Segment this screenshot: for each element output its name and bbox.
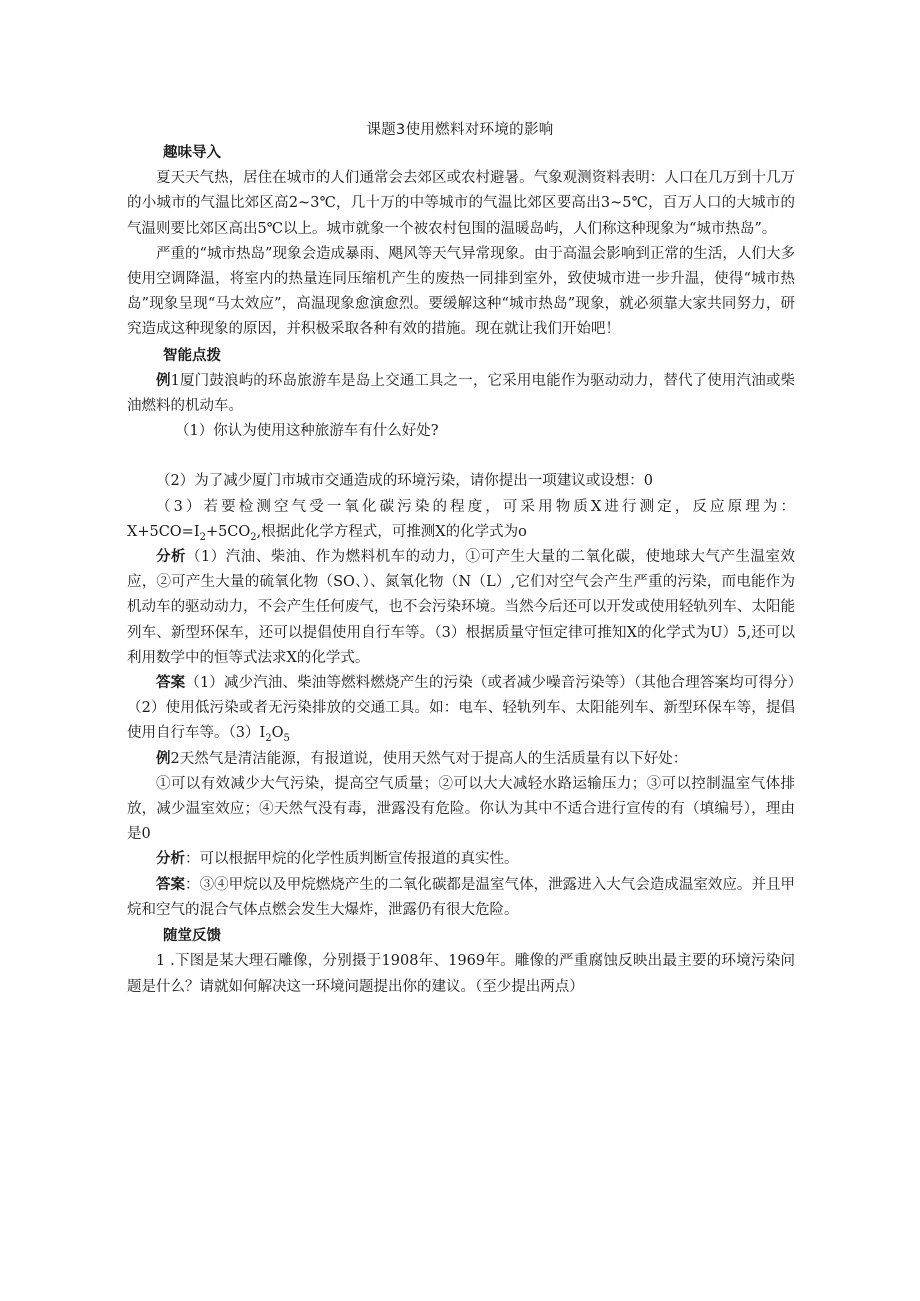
question-3-sub-1: 2 [199, 531, 206, 543]
section-heading-intro: 趣味导入 [163, 145, 221, 161]
question-3-sub-2: 2 [250, 531, 257, 543]
question-1: （1）你认为使用这种旅游车有什么好处? [175, 423, 439, 440]
section-heading-tips: 智能点拨 [163, 347, 221, 364]
answer-1-text-a: （1）减少汽油、柴油等燃料燃烧产生的污染（或者减少噪音污染等）（其他合理答案均可得分）（2）使用低污染或者无污染排放的交通工具。如：电车、轻轨列车、太阳能列车、新型环保车等，提倡使用自行车等。（3）I [127, 675, 795, 742]
example-1-text: 1厦门鼓浪屿的环岛旅游车是岛上交通工具之一，它采用电能作为驱动动力，替代了使用汽油或柴油燃料的机动车。 [127, 372, 795, 415]
analysis-1-label: 分析 [156, 549, 186, 566]
example-1 [127, 369, 795, 419]
section-heading-feedback: 随堂反馈 [163, 928, 221, 945]
analysis-2-label: 分析 [156, 851, 185, 868]
answer-1-text-b: O [271, 725, 284, 742]
answer-1 [127, 671, 795, 747]
analysis-1 [127, 545, 795, 671]
question-2: （2）为了减少厦门市城市交通造成的环境污染，请你提出一项建议或设想：0 [156, 473, 653, 490]
answer-2-text: ：③④甲烷以及甲烷燃烧产生的二氧化碳都是温室气体，泄露进入大气会造成温室效应。并且甲烷和空气的混合气体点燃会发生大爆炸，泄露仍有很大危险。 [127, 876, 795, 918]
analysis-1-text: （1）汽油、柴油、作为燃料机车的动力，①可产生大量的二氧化碳，使地球大气产生温室效应，②可产生大量的硫氧化物（SO、）、氮氧化物（N（L）,它们对空气会产生严重的污染，而电能作为机动车的驱动动力，不会产生任何废气，也不会污染环境。当然今后还可以开发或使用轻轨列车、太阳能列车、新型环保车，还可以提倡使用自行车等。（3）根据质量守恒定律可推知X的化学式为U）5,还可以利用数学中的恒等式法求X的化学式。 [127, 549, 795, 666]
example-2 [127, 747, 795, 772]
example-2-label: 例 [156, 750, 171, 767]
question-3-text-a: （3）若要检测空气受一氧化碳污染的程度，可采用物质X进行测定，反应原理为：X+5CO=I [127, 498, 795, 540]
question-3 [127, 495, 795, 545]
intro-paragraph-1: 夏天天气热，居住在城市的人们通常会去郊区或农村避暑。气象观测资料表明：人口在几万到十几万的小城市的气温比郊区高2~3℃，几十万的中等城市的气温比郊区要高出3~5℃，百万人口的大城市的气温则要比郊区高出5℃以上。城市就象一个被农村包围的温暖岛屿，人们称这种现象为“城市热岛”。 [127, 170, 795, 237]
answer-1-label: 答案 [156, 675, 186, 692]
question-3-text-b: +5CO [205, 523, 251, 540]
question-3-text-c: ,根据此化学方程式，可推测X的化学式为o [256, 523, 527, 540]
analysis-2 [127, 847, 795, 872]
page-title: 课题3使用燃料对环境的影响 [366, 122, 554, 138]
answer-1-sub-1: 2 [265, 733, 272, 745]
answer-2-label: 答案 [156, 876, 186, 893]
example-2-list: ①可以有效减少大气污染，提高空气质量；②可以大大减轻水路运输压力；③可以控制温室气体排放，减少温室效应；④天然气没有毒，泄露没有危险。你认为其中不适合进行宣传的有（填编号），理由是0 [127, 775, 795, 843]
analysis-2-text: ：可以根据甲烷的化学性质判断宣传报道的真实性。 [185, 851, 519, 868]
example-2-text: 2天然气是清洁能源，有报道说，使用天然气对于提高人的生活质量有以下好处： [170, 750, 688, 767]
document-body [127, 140, 795, 1000]
example-1-label: 例 [156, 372, 171, 389]
answer-2 [127, 873, 795, 923]
feedback-question-1: 1 .下图是某大理石雕像，分别摄于1908年、1969年。雕像的严重腐蚀反映出最主要的环境污染问题是什么？请就如何解决这一环境问题提出你的建议。（至少提出两点） [127, 953, 795, 995]
answer-1-sub-2: 5 [283, 733, 290, 745]
intro-paragraph-2: 严重的“城市热岛”现象会造成暴雨、飓风等天气异常现象。由于高温会影响到正常的生活，人们大多使用空调降温，将室内的热量连同压缩机产生的废热一同排到室外，致使城市进一步升温，使得“城市热岛”现象呈现“马太效应”，高温现象愈演愈烈。要缓解这种“城市热岛”现象，就必须靠大家共同努力，研究造成这种现象的原因，并积极采取各种有效的措施。现在就让我们开始吧！ [127, 245, 795, 338]
